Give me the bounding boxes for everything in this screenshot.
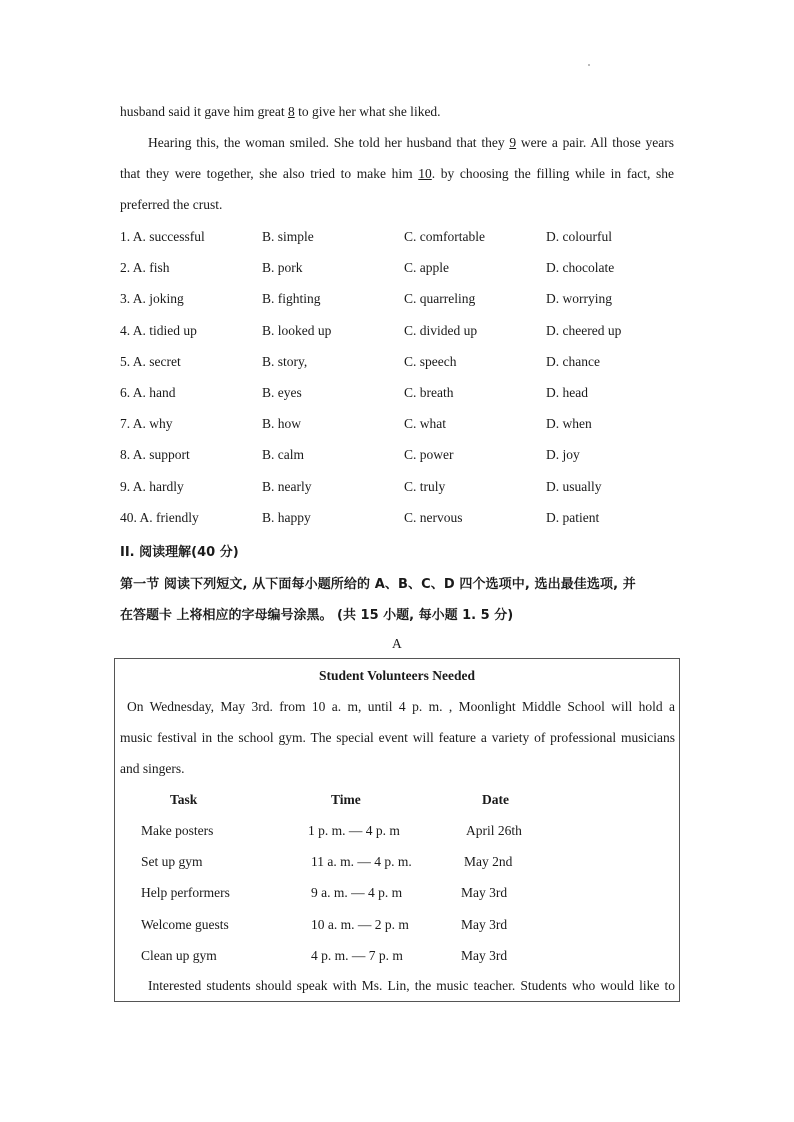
notice-paragraph-line-3: and singers. [120,761,185,776]
passage-line-2 [148,135,674,151]
cell-time: 9 a. m. — 4 p. m [311,885,403,901]
option-c: C. divided up [404,322,478,338]
cell-date: May 2nd [464,854,513,870]
option-c: C. what [404,416,446,432]
option-b: B. simple [262,229,314,244]
passage-line-1 [120,104,441,120]
option-c: C. comfortable [404,229,485,244]
option-a: 1. A. successful [120,229,205,244]
header-task: Task [170,792,198,807]
option-d: D. when [546,416,592,432]
table-row [115,917,679,937]
option-a: 8. A. support [120,447,190,463]
option-a: 9. A. hardly [120,478,184,494]
option-row [120,260,680,280]
option-d: D. colourful [546,229,612,244]
text-segment: that they were together, she also tried to make him [120,166,419,181]
cell-time: 1 p. m. — 4 p. m [308,823,400,838]
passage-label: A [392,636,402,651]
instruction-line-1: 第一节 阅读下列短文, 从下面每小题所给的 A、B、C、D 四个选项中, 选出最佳选项, 并 [120,577,636,592]
notice-title: Student Volunteers Needed [318,668,475,683]
option-c: C. nervous [404,509,463,525]
option-row [120,354,680,374]
text-segment: Hearing this, the woman smiled. She told her husband that they [148,135,510,150]
option-c: C. speech [404,353,457,369]
option-d: D. head [546,385,588,400]
option-c: C. power [404,447,454,463]
instruction-line-2: 在答题卡 上将相应的字母编号涂黑。 (共 15 小题, 每小题 1. 5 分) [120,608,514,623]
option-d: D. patient [546,509,600,525]
option-c: C. apple [404,260,449,276]
cell-task: Make posters [141,823,214,838]
option-d: D. chocolate [546,260,615,276]
cell-task: Set up gym [141,854,203,870]
cell-time: 10 a. m. — 2 p. m [311,916,409,932]
option-row [120,447,680,467]
option-d: D. chance [546,353,600,369]
table-row [115,885,679,905]
option-a: 5. A. secret [120,353,181,369]
cell-time: 4 p. m. — 7 p. m [311,947,403,963]
passage-line-3 [120,166,674,182]
option-row [120,416,680,436]
option-d: D. worrying [546,291,612,307]
text-segment: husband said it gave him great [120,104,288,119]
table-header [115,792,679,812]
option-b: B. eyes [262,385,302,400]
option-c: C. quarreling [404,291,476,307]
notice-last-line: Interested students should speak with Ms. Lin, the music teacher. Students who would like to [148,978,675,993]
option-a: 3. A. joking [120,291,184,307]
cell-task: Help performers [141,885,230,901]
table-row [115,948,679,968]
scan-dot [588,64,590,66]
option-b: B. calm [262,447,304,463]
passage-line-4: preferred the crust. [120,197,223,212]
option-row [120,291,680,311]
option-b: B. nearly [262,478,312,494]
blank-number: 9 [509,135,517,150]
option-row [120,385,680,405]
blank-number: 8 [287,104,295,119]
option-b: B. how [262,416,302,432]
option-a: 6. A. hand [120,385,176,400]
option-a: 2. A. fish [120,260,170,276]
text-segment: to give her what she liked. [294,104,441,119]
cell-date: May 3rd [461,916,508,932]
option-a: 40. A. friendly [120,509,199,525]
table-row [115,854,679,874]
option-row [120,323,680,343]
option-d: D. usually [546,478,602,494]
option-d: D. cheered up [546,322,622,338]
header-date: Date [482,792,509,807]
option-row [120,229,680,249]
cell-date: April 26th [466,823,522,838]
notice-paragraph-line-1: On Wednesday, May 3rd. from 10 a. m, until 4 p. m. , Moonlight Middle School will hold a [127,699,675,714]
cell-task: Clean up gym [141,947,217,963]
option-b: B. looked up [262,322,332,338]
header-time: Time [331,792,361,807]
notice-paragraph-line-2: music festival in the school gym. The special event will feature a variety of professional musicians [120,730,675,745]
table-row [115,823,679,843]
option-b: B. happy [262,509,311,525]
notice-box [114,658,680,1002]
cell-task: Welcome guests [141,916,229,932]
cell-date: May 3rd [461,947,508,963]
option-a: 4. A. tidied up [120,322,197,338]
text-segment: . by choosing the filling while in fact, she [431,166,674,181]
option-a: 7. A. why [120,416,173,432]
option-d: D. joy [546,447,580,463]
blank-number: 10 [418,166,432,181]
section-heading: II. 阅读理解(40 分) [120,545,239,560]
option-b: B. story, [262,353,308,369]
option-row [120,479,680,499]
option-b: B. fighting [262,291,321,307]
option-c: C. truly [404,478,446,494]
cell-time: 11 a. m. — 4 p. m. [311,854,412,870]
text-segment: were a pair. All those years [516,135,674,150]
option-b: B. pork [262,260,303,276]
option-c: C. breath [404,385,454,400]
option-row [120,510,680,530]
cell-date: May 3rd [461,885,508,901]
